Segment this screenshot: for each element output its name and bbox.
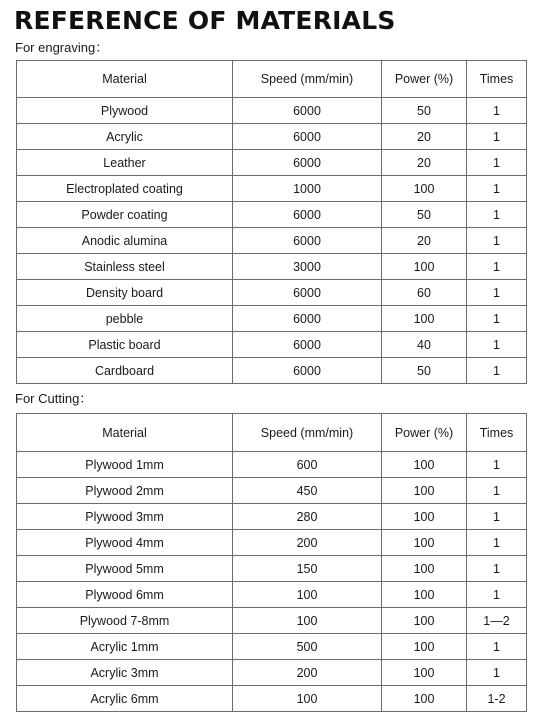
cell-speed: 100 — [233, 582, 382, 608]
cell-material: Acrylic 3mm — [17, 660, 233, 686]
header-speed: Speed (mm/min) — [233, 61, 382, 98]
cell-material: Plywood 5mm — [17, 556, 233, 582]
cell-power: 40 — [382, 332, 467, 358]
cell-times: 1 — [467, 530, 527, 556]
cell-power: 100 — [382, 634, 467, 660]
cell-power: 20 — [382, 124, 467, 150]
cell-material: Plastic board — [17, 332, 233, 358]
cell-power: 50 — [382, 98, 467, 124]
header-material: Material — [17, 414, 233, 452]
table-row — [17, 124, 527, 150]
cell-times: 1 — [467, 98, 527, 124]
table-row — [17, 530, 527, 556]
cell-times: 1 — [467, 280, 527, 306]
cell-speed: 6000 — [233, 358, 382, 384]
cell-times: 1 — [467, 634, 527, 660]
table-row — [17, 608, 527, 634]
cell-material: Leather — [17, 150, 233, 176]
cell-times: 1 — [467, 202, 527, 228]
header-power: Power (%) — [382, 414, 467, 452]
table-row — [17, 634, 527, 660]
table-row — [17, 228, 527, 254]
cell-power: 100 — [382, 176, 467, 202]
cell-material: Acrylic 1mm — [17, 634, 233, 660]
cell-times: 1 — [467, 504, 527, 530]
cell-material: Plywood — [17, 98, 233, 124]
cell-speed: 6000 — [233, 202, 382, 228]
table-header-row — [17, 61, 527, 98]
table-row — [17, 150, 527, 176]
page-title: REFERENCE OF MATERIALS — [14, 6, 396, 35]
cell-times: 1—2 — [467, 608, 527, 634]
cell-power: 100 — [382, 686, 467, 712]
cell-speed: 6000 — [233, 124, 382, 150]
cutting-section-label: For Cutting： — [15, 391, 93, 406]
cell-times: 1 — [467, 124, 527, 150]
cell-power: 100 — [382, 306, 467, 332]
cell-material: Cardboard — [17, 358, 233, 384]
header-power: Power (%) — [382, 61, 467, 98]
cell-power: 100 — [382, 504, 467, 530]
cell-power: 60 — [382, 280, 467, 306]
cell-times: 1 — [467, 582, 527, 608]
cell-power: 100 — [382, 530, 467, 556]
cutting-table-body — [17, 452, 527, 712]
table-row — [17, 280, 527, 306]
cell-speed: 6000 — [233, 98, 382, 124]
cell-material: Plywood 7-8mm — [17, 608, 233, 634]
cutting-table — [16, 413, 527, 712]
cell-material: Acrylic 6mm — [17, 686, 233, 712]
table-row — [17, 254, 527, 280]
cell-material: Electroplated coating — [17, 176, 233, 202]
table-row — [17, 98, 527, 124]
table-row — [17, 504, 527, 530]
engraving-section-label: For engraving： — [15, 40, 109, 55]
cell-speed: 200 — [233, 660, 382, 686]
table-row — [17, 306, 527, 332]
header-material: Material — [17, 61, 233, 98]
cell-speed: 450 — [233, 478, 382, 504]
cell-power: 100 — [382, 556, 467, 582]
cell-times: 1 — [467, 306, 527, 332]
cell-speed: 150 — [233, 556, 382, 582]
cell-power: 20 — [382, 150, 467, 176]
cell-times: 1 — [467, 660, 527, 686]
table-row — [17, 478, 527, 504]
header-speed: Speed (mm/min) — [233, 414, 382, 452]
cell-material: Powder coating — [17, 202, 233, 228]
cell-power: 50 — [382, 358, 467, 384]
cell-speed: 600 — [233, 452, 382, 478]
cell-power: 100 — [382, 582, 467, 608]
cell-times: 1 — [467, 176, 527, 202]
cell-speed: 100 — [233, 686, 382, 712]
table-row — [17, 452, 527, 478]
cell-times: 1 — [467, 332, 527, 358]
table-row — [17, 582, 527, 608]
cell-speed: 1000 — [233, 176, 382, 202]
engraving-table — [16, 60, 527, 384]
table-row — [17, 556, 527, 582]
cell-material: Plywood 3mm — [17, 504, 233, 530]
cell-speed: 6000 — [233, 280, 382, 306]
cell-power: 100 — [382, 478, 467, 504]
cell-speed: 6000 — [233, 228, 382, 254]
cell-times: 1 — [467, 358, 527, 384]
cell-speed: 6000 — [233, 150, 382, 176]
cell-times: 1 — [467, 556, 527, 582]
cell-speed: 6000 — [233, 332, 382, 358]
cell-speed: 100 — [233, 608, 382, 634]
cell-times: 1 — [467, 254, 527, 280]
engraving-table-body — [17, 98, 527, 384]
table-row — [17, 686, 527, 712]
cell-material: Density board — [17, 280, 233, 306]
cell-speed: 280 — [233, 504, 382, 530]
cell-speed: 200 — [233, 530, 382, 556]
table-row — [17, 332, 527, 358]
cell-speed: 3000 — [233, 254, 382, 280]
cell-speed: 6000 — [233, 306, 382, 332]
cell-material: Plywood 4mm — [17, 530, 233, 556]
table-row — [17, 176, 527, 202]
header-times: Times — [467, 61, 527, 98]
cell-material: Plywood 1mm — [17, 452, 233, 478]
cell-times: 1-2 — [467, 686, 527, 712]
cell-material: Plywood 2mm — [17, 478, 233, 504]
cell-material: Anodic alumina — [17, 228, 233, 254]
cell-power: 100 — [382, 660, 467, 686]
table-row — [17, 660, 527, 686]
cell-power: 100 — [382, 452, 467, 478]
table-row — [17, 202, 527, 228]
header-times: Times — [467, 414, 527, 452]
cell-times: 1 — [467, 478, 527, 504]
cell-power: 100 — [382, 608, 467, 634]
cell-material: pebble — [17, 306, 233, 332]
table-header-row — [17, 414, 527, 452]
cell-speed: 500 — [233, 634, 382, 660]
cell-power: 100 — [382, 254, 467, 280]
cell-times: 1 — [467, 452, 527, 478]
cell-material: Plywood 6mm — [17, 582, 233, 608]
cell-power: 20 — [382, 228, 467, 254]
cell-times: 1 — [467, 150, 527, 176]
table-row — [17, 358, 527, 384]
cell-power: 50 — [382, 202, 467, 228]
cell-times: 1 — [467, 228, 527, 254]
cell-material: Stainless steel — [17, 254, 233, 280]
cell-material: Acrylic — [17, 124, 233, 150]
